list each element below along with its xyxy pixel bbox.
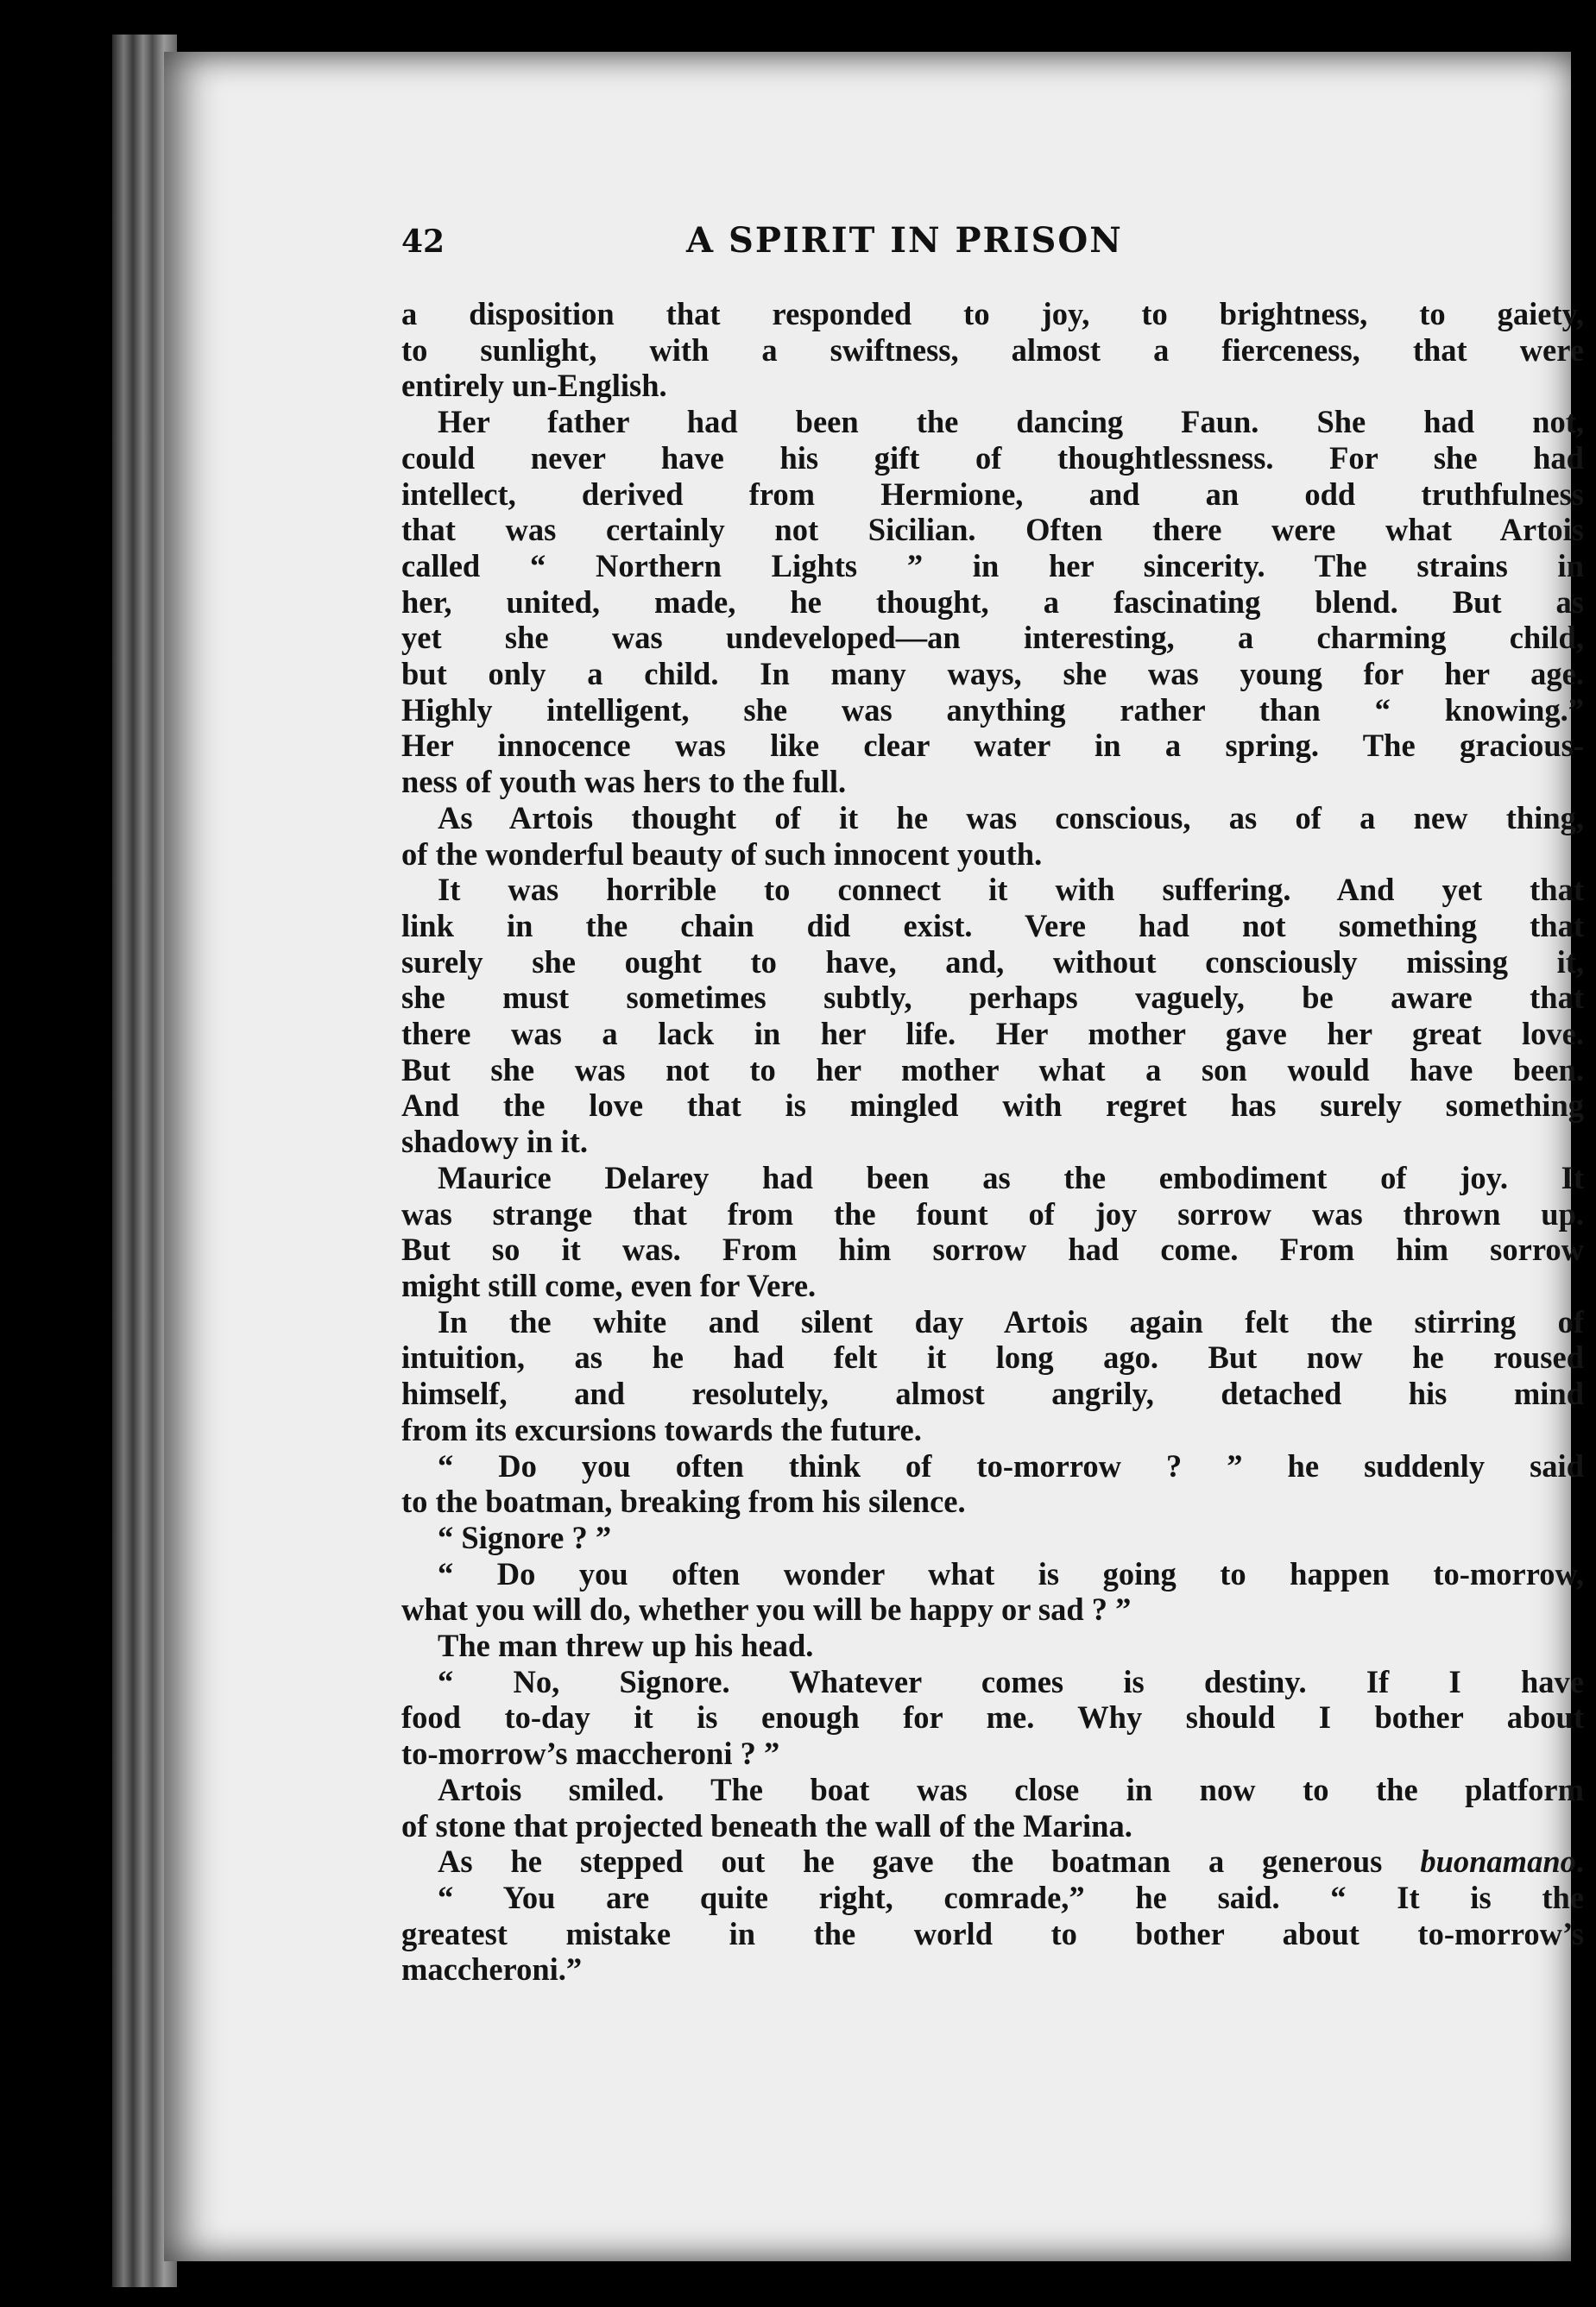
text-line: Her innocence was like clear water in a spring. The gracious- — [401, 728, 1584, 764]
text-line: of stone that projected beneath the wall of the Marina. — [401, 1807, 1132, 1844]
text-line: shadowy in it. — [401, 1124, 589, 1160]
text-line: food to-day it is enough for me. Why should I bother about — [401, 1699, 1584, 1736]
text-line: In the white and silent day Artois again felt the stirring of — [438, 1303, 1584, 1339]
text-line: to-morrow’s maccheroni ? ” — [401, 1736, 780, 1772]
text-line: “ You are quite right, comrade,” he said. “ It is the — [438, 1879, 1584, 1915]
text-line: Maurice Delarey had been as the embodiment of joy. It — [438, 1159, 1584, 1195]
text-line: “ Signore ? ” — [438, 1519, 612, 1555]
text-line: a disposition that responded to joy, to brightness, to gaiety, — [401, 296, 1584, 331]
text-line: greatest mistake in the world to bother about to-morrow’s — [401, 1915, 1584, 1951]
text-line: surely she ought to have, and, without consciously missing it, — [401, 943, 1584, 980]
text-line: from its excursions towards the future. — [401, 1411, 922, 1447]
page-content — [401, 220, 1584, 1988]
text-line: “ Do you often think of to-morrow ? ” he suddenly said — [438, 1447, 1584, 1484]
text-line: of the wonderful beauty of such innocent youth. — [401, 835, 1043, 872]
text-line: But she was not to her mother what a son would have been. — [401, 1051, 1584, 1087]
text-line: her, united, made, he thought, a fascinating blend. But as — [401, 583, 1584, 620]
text-line: there was a lack in her life. Her mother gave her great love. — [401, 1016, 1584, 1052]
page-number: 42 — [401, 224, 445, 260]
text-line: to sunlight, with a swiftness, almost a fierceness, that were — [401, 331, 1584, 368]
text-line: Artois smiled. The boat was close in now to the platform — [438, 1771, 1584, 1807]
text-line: Highly intelligent, she was anything rather than “ knowing.” — [401, 691, 1584, 728]
text-line: called “ Northern Lights ” in her sincerity. The strains in — [401, 547, 1584, 583]
text-line: to the boatman, breaking from his silence. — [401, 1484, 966, 1520]
text-line: Her father had been the dancing Faun. She had not, — [438, 404, 1584, 440]
text-line: could never have his gift of thoughtlessness. For she had — [401, 439, 1584, 476]
book-title: A SPIRIT IN PRISON — [686, 220, 1123, 261]
text-line: was strange that from the fount of joy sorrow was thrown up. — [401, 1195, 1584, 1232]
book-page — [164, 52, 1584, 2261]
italic-word: buonamano — [1420, 1844, 1576, 1880]
text-line: The man threw up his head. — [438, 1628, 814, 1664]
text-line: intellect, derived from Hermione, and an odd truthfulness — [401, 476, 1584, 512]
text-line: And the love that is mingled with regret has surely something — [401, 1087, 1584, 1124]
text-line: As he stepped out he gave the boatman a generous buonamano. — [438, 1844, 1584, 1880]
text-line: ness of youth was hers to the full. — [401, 764, 847, 800]
text-line: “ No, Signore. Whatever comes is destiny. If I have — [438, 1663, 1584, 1699]
text-line: As Artois thought of it he was conscious, as of a new thing, — [438, 799, 1584, 835]
text-line: entirely un-English. — [401, 368, 667, 404]
running-head — [401, 220, 1584, 289]
text-line: that was certainly not Sicilian. Often there were what Artois — [401, 512, 1584, 548]
body-text — [401, 296, 1584, 1988]
text-line: yet she was undeveloped—an interesting, a charming child, — [401, 620, 1584, 656]
text-line: maccheroni.” — [401, 1951, 583, 1988]
text-line: “ Do you often wonder what is going to happen to-morrow, — [438, 1555, 1584, 1592]
text-line: what you will do, whether you will be happy or sad ? ” — [401, 1592, 1132, 1628]
text-line: But so it was. From him sorrow had come. From him sorrow — [401, 1232, 1584, 1268]
text-line: link in the chain did exist. Vere had not something that — [401, 907, 1584, 943]
text-line: It was horrible to connect it with suffering. And yet that — [438, 872, 1584, 908]
text-line: might still come, even for Vere. — [401, 1267, 817, 1303]
text-line: but only a child. In many ways, she was young for her age. — [401, 656, 1584, 692]
text-line: she must sometimes subtly, perhaps vaguely, be aware that — [401, 980, 1584, 1016]
text-line: intuition, as he had felt it long ago. But now he roused — [401, 1339, 1584, 1376]
text-line: himself, and resolutely, almost angrily, detached his mind — [401, 1376, 1584, 1412]
